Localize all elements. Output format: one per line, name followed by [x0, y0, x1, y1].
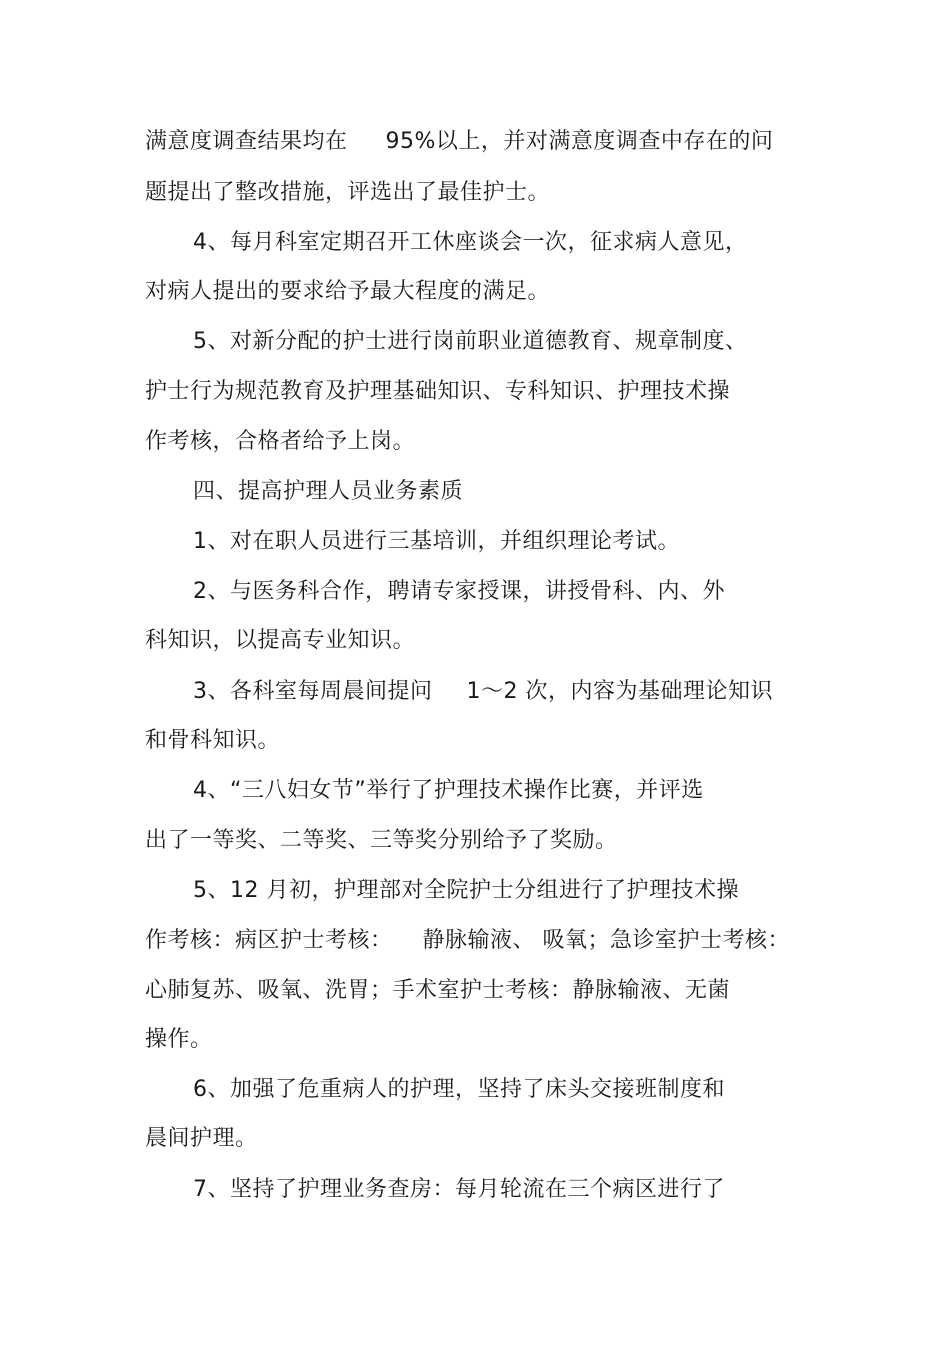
text-line	[193, 677, 773, 707]
text-line: 2、与医务科合作，聘请专家授课，讲授骨科、内、外	[193, 579, 725, 604]
text-segment: 满意度调查结果均在	[145, 129, 348, 154]
text-line: 6、加强了危重病人的护理，坚持了床头交接班制度和	[193, 1077, 725, 1102]
text-line	[145, 127, 773, 157]
text-segment: 静脉输液、 吸氧；急诊室护士考核：	[422, 928, 791, 953]
text-line: 科知识，以提高专业知识。	[145, 628, 416, 653]
text-line: 和骨科知识。	[145, 728, 281, 753]
text-line: 操作。	[145, 1027, 213, 1052]
text-segment: 作考核：病区护士考核：	[145, 928, 393, 953]
text-line: 7、坚持了护理业务查房：每月轮流在三个病区进行了	[193, 1177, 725, 1202]
text-line: 作考核，合格者给予上岗。	[145, 429, 416, 454]
text-line: 5、12 月初，护理部对全院护士分组进行了护理技术操	[193, 878, 739, 903]
text-segment: 3、各科室每周晨间提问	[193, 679, 433, 704]
text-line: 5、对新分配的护士进行岗前职业道德教育、规章制度、	[193, 329, 748, 354]
text-segment: 1～2 次，内容为基础理论知识	[466, 679, 773, 704]
section-heading: 四、提高护理人员业务素质	[193, 479, 464, 504]
text-line: 晨间护理。	[145, 1126, 258, 1151]
text-line: 出了一等奖、二等奖、三等奖分别给予了奖励。	[145, 828, 618, 853]
text-line: 对病人提出的要求给予最大程度的满足。	[145, 279, 551, 304]
text-line	[145, 926, 790, 956]
text-line: 4、“三八妇女节”举行了护理技术操作比赛，并评选	[193, 778, 704, 803]
text-line: 题提出了整改措施，评选出了最佳护士。	[145, 180, 551, 205]
text-line: 4、每月科室定期召开工休座谈会一次，征求病人意见，	[193, 230, 748, 255]
text-line: 心肺复苏、吸氧、洗胃；手术室护士考核：静脉输液、无菌	[145, 978, 731, 1003]
text-segment: 95%以上，并对满意度调查中存在的问	[385, 129, 774, 154]
text-line: 护士行为规范教育及护理基础知识、专科知识、护理技术操	[145, 379, 731, 404]
text-line: 1、对在职人员进行三基培训，并组织理论考试。	[193, 529, 680, 554]
